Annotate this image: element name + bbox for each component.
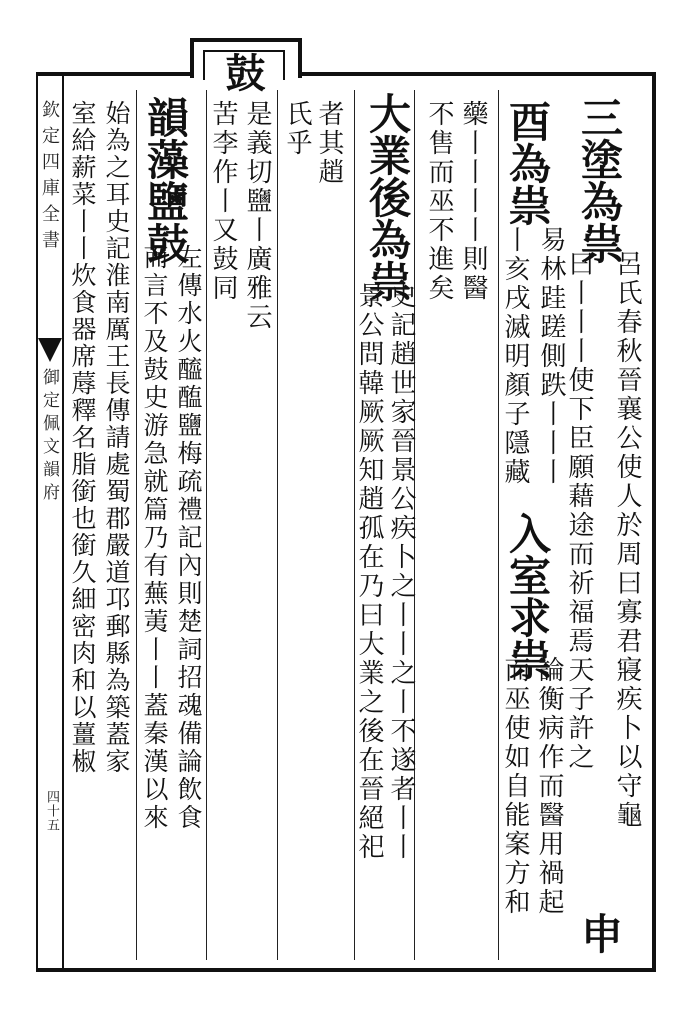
entry-text: 氏乎: [282, 100, 312, 158]
column-rule: [498, 90, 499, 960]
column-rule: [206, 90, 207, 960]
entry-text: 者其趙: [314, 100, 344, 187]
entry-text: 丨亥戌滅明顏子隱藏: [500, 226, 530, 487]
entry-text: 左傳水火醯醢鹽梅疏禮記內則楚詞招魂備論飲食: [174, 244, 203, 832]
entry-text: 苦李作丨又鼓同: [208, 100, 238, 303]
header-tab-character: 鼓: [219, 52, 266, 92]
entry-heading: 三塗為祟: [575, 96, 624, 264]
entry-heading: 入室求祟: [503, 512, 552, 680]
entry-text: 論衡病作而醫用禍起: [534, 656, 564, 917]
entry-heading: 大業後為祟: [363, 92, 412, 302]
entry-text: 史記趙世家晉景公疾卜之丨丨之丨不遂者丨丨: [386, 282, 416, 862]
entry-heading: 韻藻鹽鼓: [141, 96, 190, 264]
margin-book-title: 欽定四庫全書: [39, 100, 60, 256]
entry-text: 是義切鹽丨廣雅云: [242, 100, 272, 332]
margin-page-number: 四十五: [44, 790, 59, 832]
entry-heading: 酉為祟: [503, 100, 552, 226]
frame-left-border: [36, 72, 38, 972]
entry-text: 易林跬蹉側跌丨丨丨: [536, 226, 566, 487]
entry-text: 曰丨丨丨使下臣願藉途而祈福焉天子許之: [564, 250, 594, 772]
entry-text: 而巫使如自能案方和: [500, 656, 530, 917]
entry-heading: 申: [575, 912, 624, 954]
fish-tail-mark: [38, 338, 62, 362]
entry-text: 室給薪菜丨丨炊食器席蓐釋名脂銜也銜久細密肉和以薑椒: [68, 100, 97, 775]
frame-right-border: [652, 72, 656, 972]
column-rule: [136, 90, 137, 960]
entry-text: 藥丨丨丨丨則醫: [458, 100, 488, 303]
entry-text: 景公問韓厥厥知趙孤在乃曰大業之後在晉絕祀: [354, 282, 384, 862]
margin-volume-title: 御定佩文韻府: [39, 368, 59, 506]
frame-top-border: [36, 72, 654, 76]
entry-text: 不售而巫不進矣: [424, 100, 454, 303]
entry-text: 呂氏春秋晉襄公使人於周曰寡君寢疾卜以守龜: [612, 250, 642, 830]
entry-text: 而言不及鼓史游急就篇乃有蕪荑丨丨蓋秦漢以來: [140, 244, 169, 832]
entry-text: 始為之耳史記淮南厲王長傳請處蜀郡嚴道邛郵縣為築蓋家: [102, 100, 131, 775]
frame-bottom-border: [36, 968, 654, 972]
margin-rule: [62, 72, 64, 972]
column-rule: [277, 90, 278, 960]
